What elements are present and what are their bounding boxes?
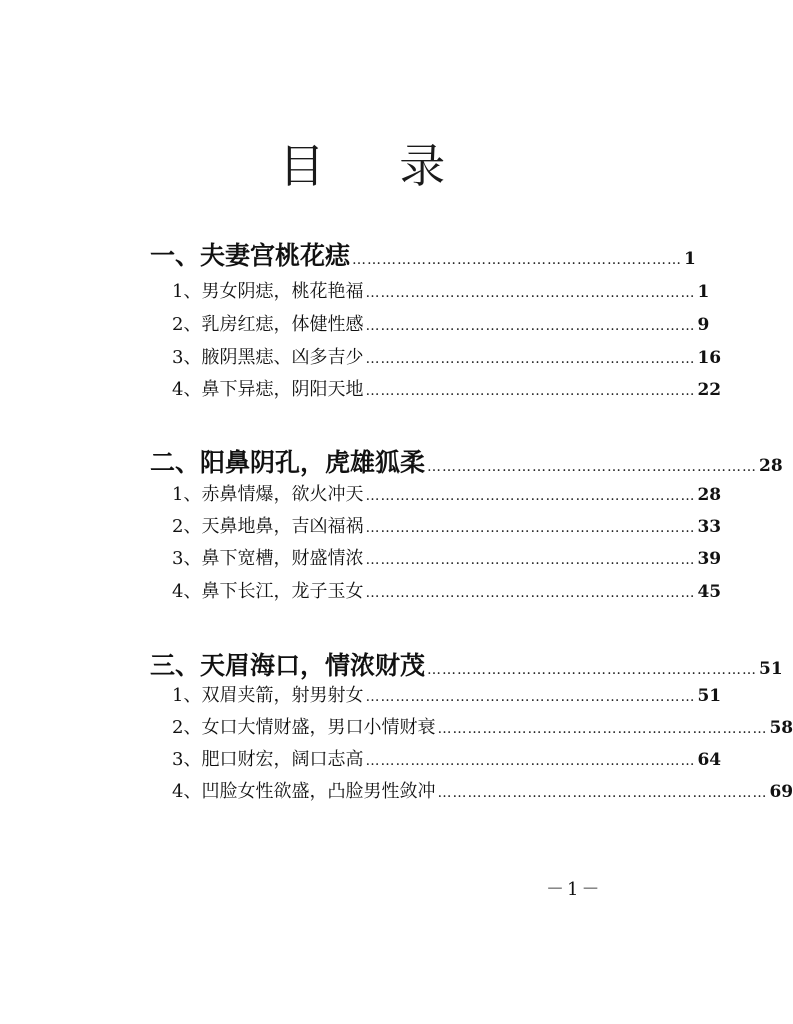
toc-section-1 — [150, 236, 696, 272]
item-page-number: 1 — [697, 282, 710, 302]
item-label: 2、乳房红痣，体健性感 — [172, 314, 364, 335]
toc-item-3-3 — [172, 745, 722, 771]
toc-item-2-2 — [172, 512, 722, 538]
toc-item-1-3 — [172, 343, 722, 369]
dot-leader: ………………………………………………………… — [437, 721, 768, 737]
item-page-number: 28 — [697, 485, 722, 505]
item-page-number: 33 — [697, 517, 722, 537]
toc-item-3-2 — [172, 713, 793, 739]
item-label: 2、天鼻地鼻，吉凶福祸 — [172, 516, 364, 537]
item-label: 1、男女阴痣，桃花艳福 — [172, 281, 364, 302]
section-page-number: 1 — [684, 249, 696, 269]
item-label: 3、肥口财宏，阔口志高 — [172, 749, 364, 770]
section-page-number: 51 — [759, 659, 783, 679]
toc-item-2-4 — [172, 577, 722, 603]
dot-leader: ………………………………………………………… — [427, 459, 758, 475]
toc-item-1-2 — [172, 310, 710, 336]
dot-leader: ………………………………………………………… — [365, 753, 696, 769]
dot-leader: ………………………………………………………… — [365, 351, 696, 367]
item-page-number: 69 — [769, 782, 793, 802]
page-number-footer: －1－ — [546, 879, 603, 900]
dot-leader: ………………………………………………………… — [365, 520, 696, 536]
item-label: 1、赤鼻情爆，欲火冲天 — [172, 484, 364, 505]
toc-section-2 — [150, 443, 783, 479]
item-page-number: 45 — [697, 582, 722, 602]
item-label: 4、凹脸女性欲盛，凸脸男性敛冲 — [172, 781, 436, 802]
section-heading: 三、天眉海口，情浓财茂 — [150, 651, 426, 680]
item-page-number: 58 — [769, 718, 793, 738]
toc-item-3-4 — [172, 777, 793, 803]
dot-leader: ………………………………………………………… — [437, 785, 768, 801]
toc-item-2-1 — [172, 480, 722, 506]
dot-leader: ………………………………………………………… — [365, 318, 696, 334]
dot-leader: ………………………………………………………… — [365, 285, 696, 301]
toc-item-1-4 — [172, 375, 722, 401]
dot-leader: ………………………………………………………… — [365, 488, 696, 504]
toc-item-2-3 — [172, 544, 722, 570]
item-page-number: 51 — [697, 686, 722, 706]
item-page-number: 39 — [697, 549, 722, 569]
item-label: 2、女口大情财盛，男口小情财衰 — [172, 717, 436, 738]
toc-item-3-1 — [172, 681, 722, 707]
item-label: 4、鼻下异痣，阴阳天地 — [172, 379, 364, 400]
dot-leader: ………………………………………………………… — [427, 662, 758, 678]
section-heading: 二、阳鼻阴孔，虎雄狐柔 — [150, 448, 426, 477]
dot-leader: ………………………………………………………… — [365, 552, 696, 568]
item-label: 4、鼻下长江，龙子玉女 — [172, 581, 364, 602]
toc-section-3 — [150, 646, 783, 682]
dot-leader: ………………………………………………………… — [352, 252, 683, 268]
item-page-number: 16 — [697, 348, 722, 368]
dot-leader: ………………………………………………………… — [365, 689, 696, 705]
item-page-number: 22 — [697, 380, 722, 400]
item-label: 3、腋阴黑痣、凶多吉少 — [172, 347, 364, 368]
section-heading: 一、夫妻宫桃花痣 — [150, 241, 351, 270]
section-page-number: 28 — [759, 456, 783, 476]
item-label: 3、鼻下宽槽，财盛情浓 — [172, 548, 364, 569]
item-page-number: 9 — [697, 315, 710, 335]
dot-leader: ………………………………………………………… — [365, 585, 696, 601]
toc-item-1-1 — [172, 277, 710, 303]
item-page-number: 64 — [697, 750, 722, 770]
page-title: 目 录 — [278, 139, 476, 193]
dot-leader: ………………………………………………………… — [365, 383, 696, 399]
item-label: 1、双眉夹箭，射男射女 — [172, 685, 364, 706]
